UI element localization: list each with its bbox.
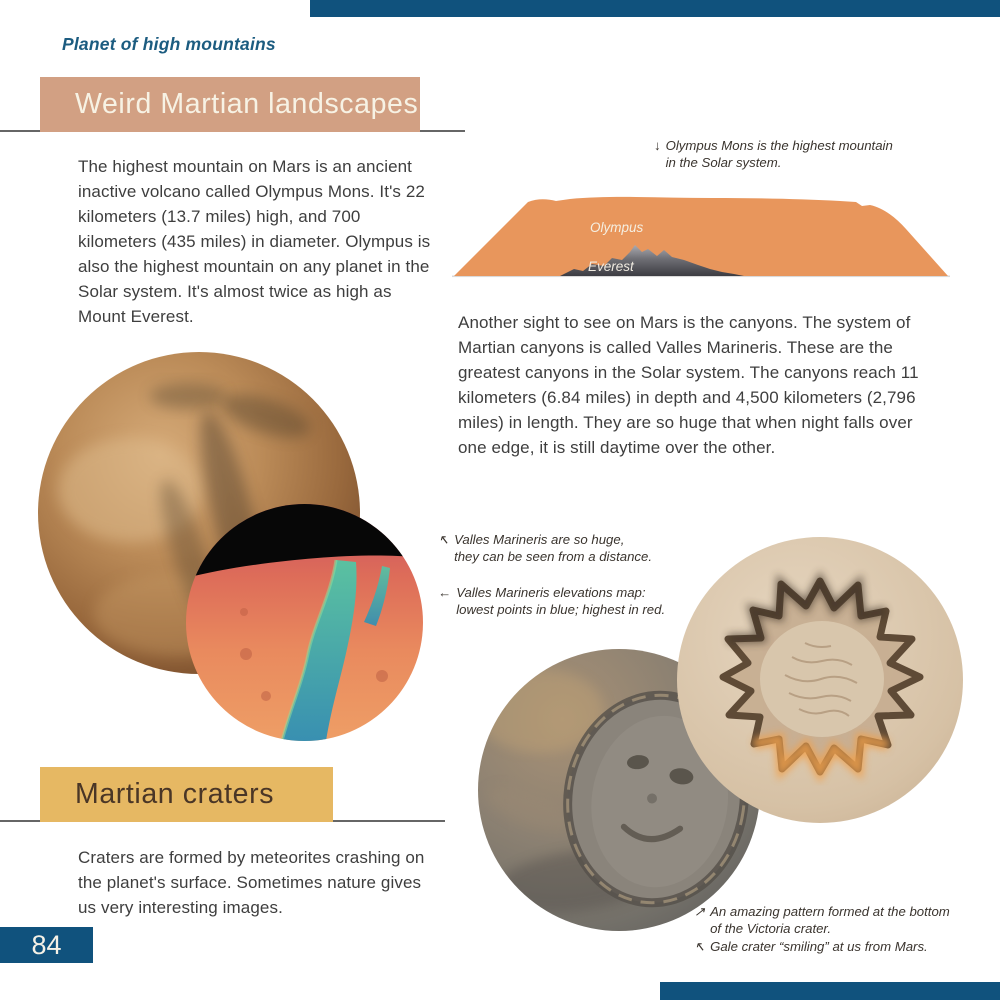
down-arrow-icon: ↓ [654, 138, 661, 153]
olympus-everest-diagram [452, 172, 950, 278]
valles-elevation-inset-photo [186, 504, 423, 741]
victoria-crater-photo [677, 537, 963, 823]
up-left-arrow-icon: ↖ [694, 939, 706, 954]
section-title-mountains [40, 77, 420, 132]
diagram-caption-text: Olympus Mons is the highest mountain in the Solar system. [665, 138, 893, 170]
victoria-caption: ↗ An amazing pattern formed at the bottom of the Victoria crater. [694, 904, 950, 936]
section-title-craters [40, 767, 333, 822]
gale-caption: ↖ Gale crater “smiling” at us from Mars. [694, 939, 928, 954]
valles-map-caption: ← Valles Marineris elevations map: lowest points in blue; highest in red. [438, 585, 666, 617]
up-right-arrow-icon: ↗ [694, 904, 706, 919]
chapter-kicker: Planet of high mountains [62, 34, 276, 54]
bottom-accent-bar [660, 982, 1000, 1000]
olympus-label: Olympus [590, 220, 644, 235]
top-accent-bar [310, 0, 1000, 17]
page-number-badge [0, 927, 93, 963]
diagram-caption [654, 137, 893, 171]
page-number: 84 [31, 929, 62, 960]
olympus-silhouette [454, 197, 948, 276]
craters-paragraph: Craters are formed by meteorites crashing on the planet's surface. Sometimes nature gives us very interesting images. [78, 848, 425, 917]
up-left-arrow-icon: ↖ [438, 532, 450, 547]
olympus-paragraph: The highest mountain on Mars is an ancient inactive volcano called Olympus Mons. It's 22 kilometers (13.7 miles) high, and 700 kilometers (435 miles) in diameter. Olympus is also the highest mountain on any planet in the Solar system. It's almost twice as high as Mount Everest. [78, 157, 431, 326]
canyons-paragraph: Another sight to see on Mars is the canyons. The system of Martian canyons is called Valles Marineris. These are the greatest canyons in the Solar system. The canyons reach 11 kilometers (6.84 miles) in depth and 4,500 kilometers (2,796 miles) in length. They are so huge that when night falls over one edge, it is still daytime over the other. [458, 313, 919, 457]
left-arrow-icon: ← [438, 585, 452, 600]
section-title-craters-label: Martian craters [75, 778, 275, 810]
everest-label: Everest [588, 259, 634, 274]
valles-distance-caption: ↖ Valles Marineris are so huge, they can be seen from a distance. [438, 532, 652, 564]
section-title-mountains-label: Weird Martian landscapes [75, 88, 419, 120]
